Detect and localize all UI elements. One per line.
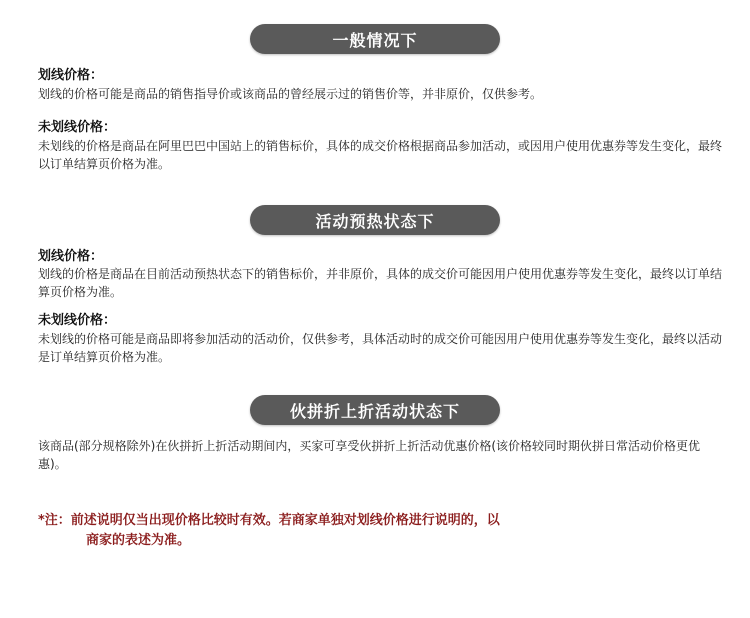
section-title-general: 一般情况下 xyxy=(250,24,500,54)
strikethrough-price-text: 划线的价格可能是商品的销售指导价或该商品的曾经展示过的销售价等，并非原价，仅供参考。 xyxy=(38,87,543,101)
disclaimer-note xyxy=(38,511,718,551)
preheat-strikethrough-price-label: 划线价格： xyxy=(38,249,104,264)
section-title-group-discount: 伙拼折上折活动状态下 xyxy=(250,395,500,425)
preheat-non-strikethrough-price-label: 未划线价格： xyxy=(38,313,117,328)
preheat-strikethrough-price-text: 划线的价格是商品在目前活动预热状态下的销售标价，并非原价，具体的成交价可能因用户使用优惠券等发生变化，最终以订单结算页价格为准。 xyxy=(38,267,723,299)
non-strikethrough-price-label: 未划线价格： xyxy=(38,120,117,135)
section-title-preheat: 活动预热状态下 xyxy=(250,205,500,235)
group-discount-text: 该商品(部分规格除外)在伙拼折上折活动期间内，买家可享受伙拼折上折活动优惠价格(该价格较同时期伙拼日常活动价格更优惠)。 xyxy=(38,439,701,471)
disclaimer-line-1: *注：前述说明仅当出现价格比较时有效。若商家单独对划线价格进行说明的，以 xyxy=(38,513,500,528)
strikethrough-price-label: 划线价格： xyxy=(38,68,104,83)
disclaimer-line-2: 商家的表述为准。 xyxy=(86,533,191,548)
non-strikethrough-price-text: 未划线的价格是商品在阿里巴巴中国站上的销售标价，具体的成交价格根据商品参加活动，或因用户使用优惠券等发生变化，最终以订单结算页价格为准。 xyxy=(38,139,723,171)
preheat-non-strikethrough-price-text: 未划线的价格可能是商品即将参加活动的活动价，仅供参考，具体活动时的成交价可能因用户使用优惠券等发生变化，最终以活动是订单结算页价格为准。 xyxy=(38,332,723,364)
